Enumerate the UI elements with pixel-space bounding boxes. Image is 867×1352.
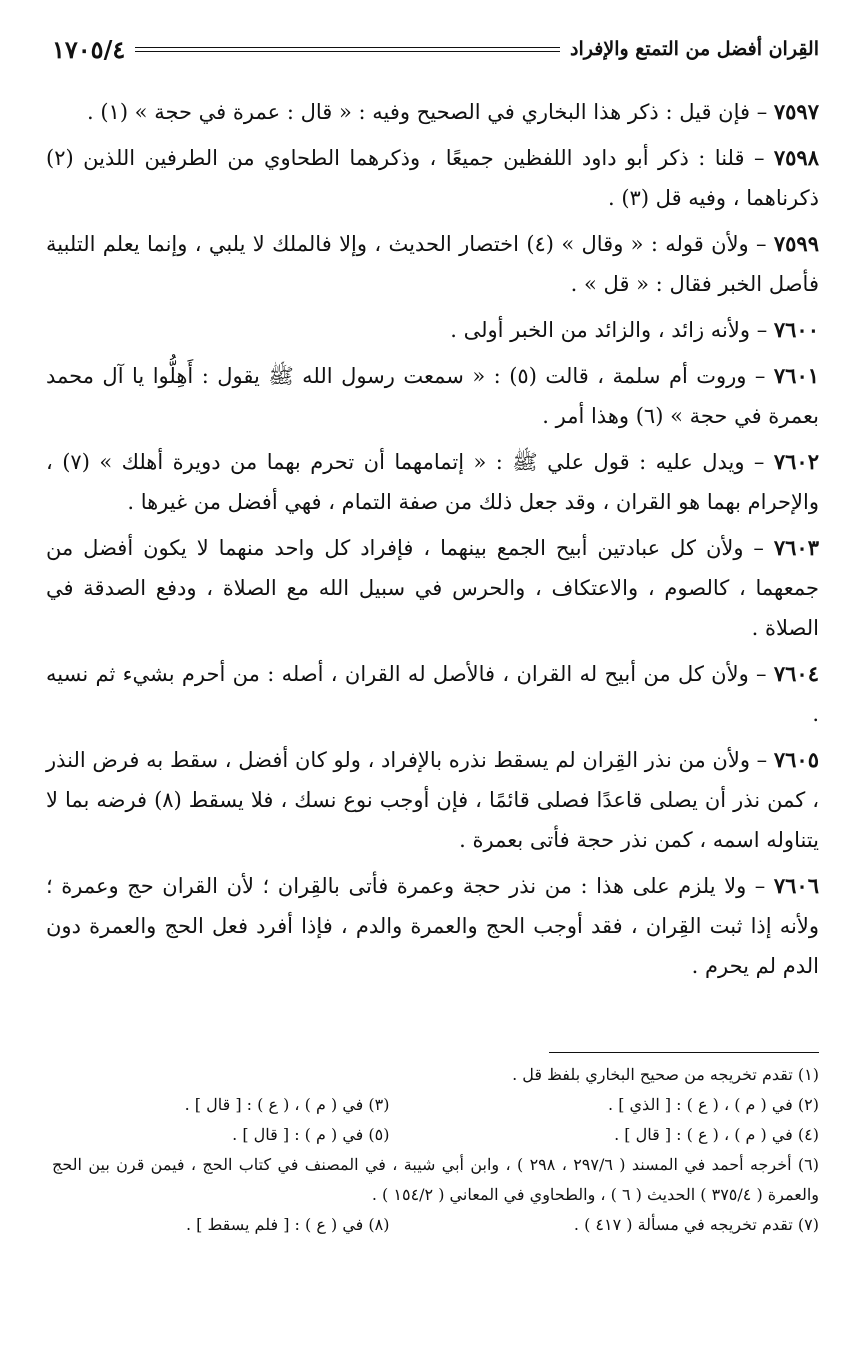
paragraph-text: – ولأن كل عبادتين أبيح الجمع بينهما ، فإفراد كل واحد منهما لا يكون أفضل من جمعهما ، كالصوم ، والاعتكاف ، والحرس في سبيل الله مع الصلاة ، ودفع الصدقة في الصلاة . bbox=[46, 536, 819, 640]
paragraph-text: – ولا يلزم على هذا : من نذر حجة وعمرة فأتى بالقِران ؛ لأن القران حج وعمرة ؛ ولأنه إذا ثبت القِران ، فقد أوجب الحج والعمرة والدم ، فإذا أفرد فعل الحج والعمرة دون الدم لم يحرم . bbox=[46, 874, 819, 978]
footnote-5: (٥) في ( م ) : [ قال ] . bbox=[232, 1125, 390, 1144]
paragraph-7603 bbox=[46, 528, 819, 648]
footnote-7: (٧) تقدم تخريجه في مسألة ( ٤١٧ ) . bbox=[573, 1215, 819, 1234]
running-header bbox=[52, 32, 819, 66]
footnote-divider bbox=[549, 1052, 819, 1053]
paragraph-number: ٧٦٠٦ bbox=[773, 873, 819, 898]
paragraph-7600 bbox=[46, 310, 819, 350]
paragraph-text: – فإن قيل : ذكر هذا البخاري في الصحيح وفيه : « قال : عمرة في حجة » (١) . bbox=[86, 100, 774, 124]
paragraph-7599 bbox=[46, 224, 819, 304]
main-text bbox=[46, 92, 819, 992]
paragraph-text: – ولأن كل من أبيح له القران ، فالأصل له القران ، أصله : من أحرم بشيء ثم نسيه . bbox=[46, 662, 819, 726]
footnote-1: (١) تقدم تخريجه من صحيح البخاري بلفظ قل . bbox=[512, 1065, 819, 1084]
paragraph-number: ٧٦٠٢ bbox=[773, 449, 819, 474]
footnote-8: (٨) في ( ع ) : [ فلم يسقط ] . bbox=[185, 1215, 390, 1234]
paragraph-text: – ولأن من نذر القِران لم يسقط نذره بالإفراد ، ولو كان أفضل ، سقط به فرض النذر ، كمن نذر أن يصلى قاعدًا فصلى قائمًا ، فإن أوجب نوع نسك ، فلا يسقط (٨) فرضه بما لا يتناوله اسمه ، كمن نذر حجة فأتى بعمرة . bbox=[46, 748, 819, 852]
paragraph-7598 bbox=[46, 138, 819, 218]
paragraph-text: – ويدل عليه : قول علي ﷺ : « إتمامهما أن تحرم بهما من دويرة أهلك » (٧) ، والإحرام بهما هو القران ، وقد جعل ذلك من صفة التمام ، فهي أفضل من غيرها . bbox=[46, 450, 819, 514]
paragraph-7604 bbox=[46, 654, 819, 734]
running-title: القِران أفضل من التمتع والإفراد bbox=[570, 38, 819, 60]
header-rule bbox=[135, 47, 560, 52]
paragraph-number: ٧٥٩٨ bbox=[773, 145, 819, 170]
paragraph-7601 bbox=[46, 356, 819, 436]
footnote-2: (٢) في ( م ) ، ( ع ) : [ الذي ] . bbox=[608, 1095, 819, 1114]
paragraph-text: – ولأنه زائد ، والزائد من الخبر أولى . bbox=[450, 318, 774, 342]
footnote-4: (٤) في ( م ) ، ( ع ) : [ قال ] . bbox=[614, 1125, 819, 1144]
paragraph-number: ٧٦٠٠ bbox=[773, 317, 819, 342]
footnote-6: (٦) أخرجه أحمد في المسند ( ٢٩٧/٦ ، ٢٩٨ ) ، وابن أبي شيبة ، في المصنف في كتاب الحج ، فيمن قرن بين الحج والعمرة ( ٣٧٥/٤ ) الحديث ( ٦ ) ، والطحاوي في المعاني ( ١٥٤/٢ ) . bbox=[52, 1155, 819, 1204]
paragraph-text: – وروت أم سلمة ، قالت (٥) : « سمعت رسول الله ﷺ يقول : أَهِلُّوا يا آل محمد بعمرة في حجة » (٦) وهذا أمر . bbox=[46, 364, 819, 428]
paragraph-number: ٧٦٠٥ bbox=[773, 747, 819, 772]
footnotes bbox=[52, 1060, 819, 1240]
paragraph-7597 bbox=[46, 92, 819, 132]
paragraph-7606 bbox=[46, 866, 819, 986]
footnote-3: (٣) في ( م ) ، ( ع ) : [ قال ] . bbox=[184, 1095, 390, 1114]
paragraph-number: ٧٦٠٣ bbox=[773, 535, 819, 560]
paragraph-text: – ولأن قوله : « وقال » (٤) اختصار الحديث ، وإلا فالملك لا يلبي ، وإنما يعلم التلبية فأصل الخبر فقال : « قل » . bbox=[46, 232, 819, 296]
paragraph-text: – قلنا : ذكر أبو داود اللفظين جميعًا ، وذكرهما الطحاوي من الطرفين اللذين (٢) ذكرناهما ، وفيه قل (٣) . bbox=[46, 146, 819, 210]
paragraph-number: ٧٥٩٧ bbox=[773, 99, 819, 124]
paragraph-7605 bbox=[46, 740, 819, 860]
paragraph-number: ٧٦٠٤ bbox=[773, 661, 819, 686]
page-number: ١٧٠٥/٤ bbox=[52, 34, 126, 64]
paragraph-number: ٧٥٩٩ bbox=[773, 231, 819, 256]
paragraph-7602 bbox=[46, 442, 819, 522]
paragraph-number: ٧٦٠١ bbox=[773, 363, 820, 388]
